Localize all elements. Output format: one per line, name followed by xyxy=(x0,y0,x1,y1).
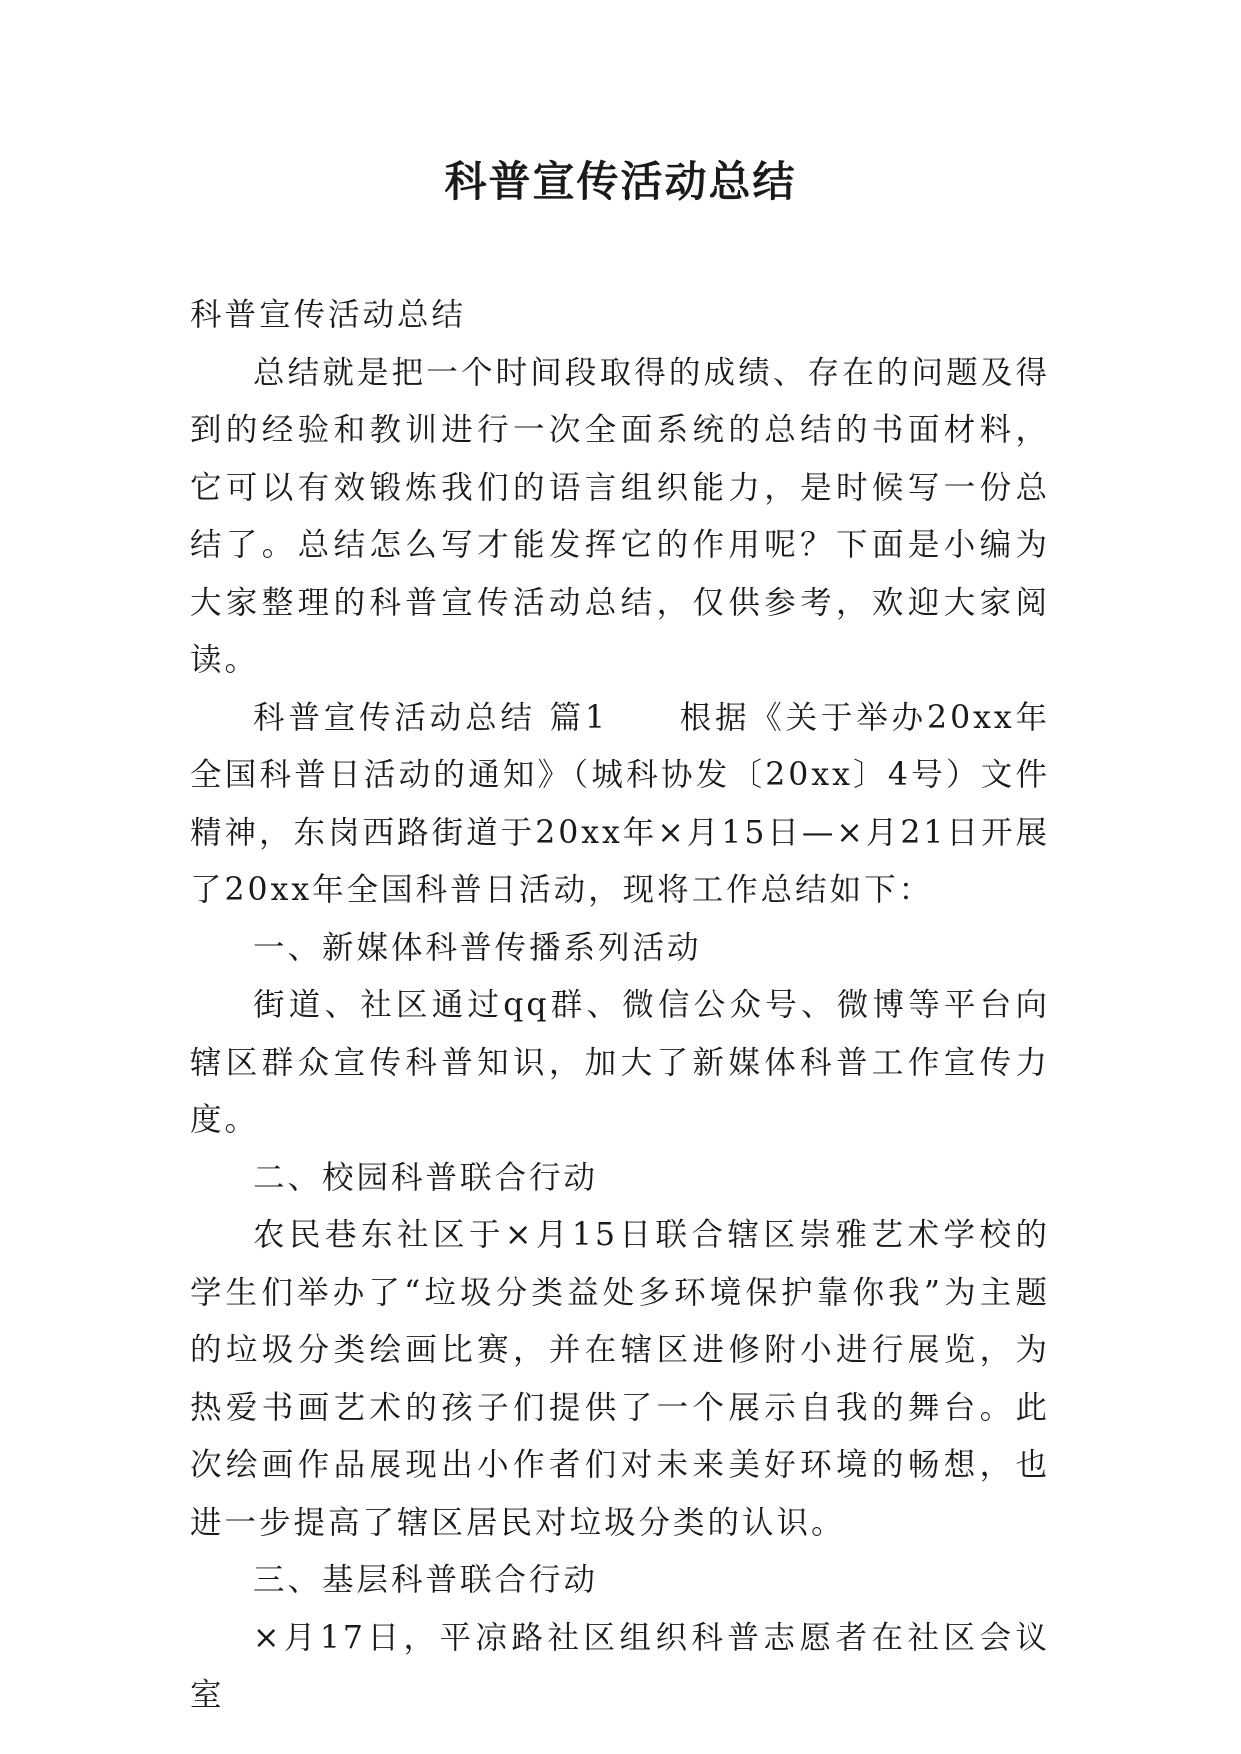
section-heading-grassroots: 三、基层科普联合行动 xyxy=(253,1562,599,1598)
document-title: 科普宣传活动总结 xyxy=(444,157,797,206)
paragraph-article-1-opening: 科普宣传活动总结 篇1 根据《关于举办20xx年全国科普日活动的通知》（城科协发〔20xx〕4号）文件精神，东岗西路街道于20xx年×月15日—×月21日开展了20xx年全国科普日活动，现将工作总结如下： xyxy=(190,699,1050,908)
paragraph-campus: 农民巷东社区于×月15日联合辖区崇雅艺术学校的学生们举办了“垃圾分类益处多环境保护靠你我”为主题的垃圾分类绘画比赛，并在辖区进修附小进行展览，为热爱书画艺术的孩子们提供了一个展示自我的舞台。此次绘画作品展现出小作者们对未来美好环境的畅想，也进一步提高了辖区居民对垃圾分类的认识。 xyxy=(190,1217,1050,1541)
section-heading-new-media: 一、新媒体科普传播系列活动 xyxy=(253,929,702,966)
document-body xyxy=(190,287,1050,1725)
paragraph-intro: 总结就是把一个时间段取得的成绩、存在的问题及得到的经验和教训进行一次全面系统的总结的书面材料，它可以有效锻炼我们的语言组织能力，是时候写一份总结了。总结怎么写才能发挥它的作用呢？下面是小编为大家整理的科普宣传活动总结，仅供参考，欢迎大家阅读。 xyxy=(190,354,1050,678)
paragraph-grassroots: ×月17日，平凉路社区组织科普志愿者在社区会议室 xyxy=(190,1619,1050,1713)
paragraph-new-media: 街道、社区通过qq群、微信公众号、微博等平台向辖区群众宣传科普知识，加大了新媒体科普工作宣传力度。 xyxy=(190,987,1050,1138)
section-heading-campus: 二、校园科普联合行动 xyxy=(253,1159,599,1196)
paragraph-subtitle: 科普宣传活动总结 xyxy=(190,297,467,333)
